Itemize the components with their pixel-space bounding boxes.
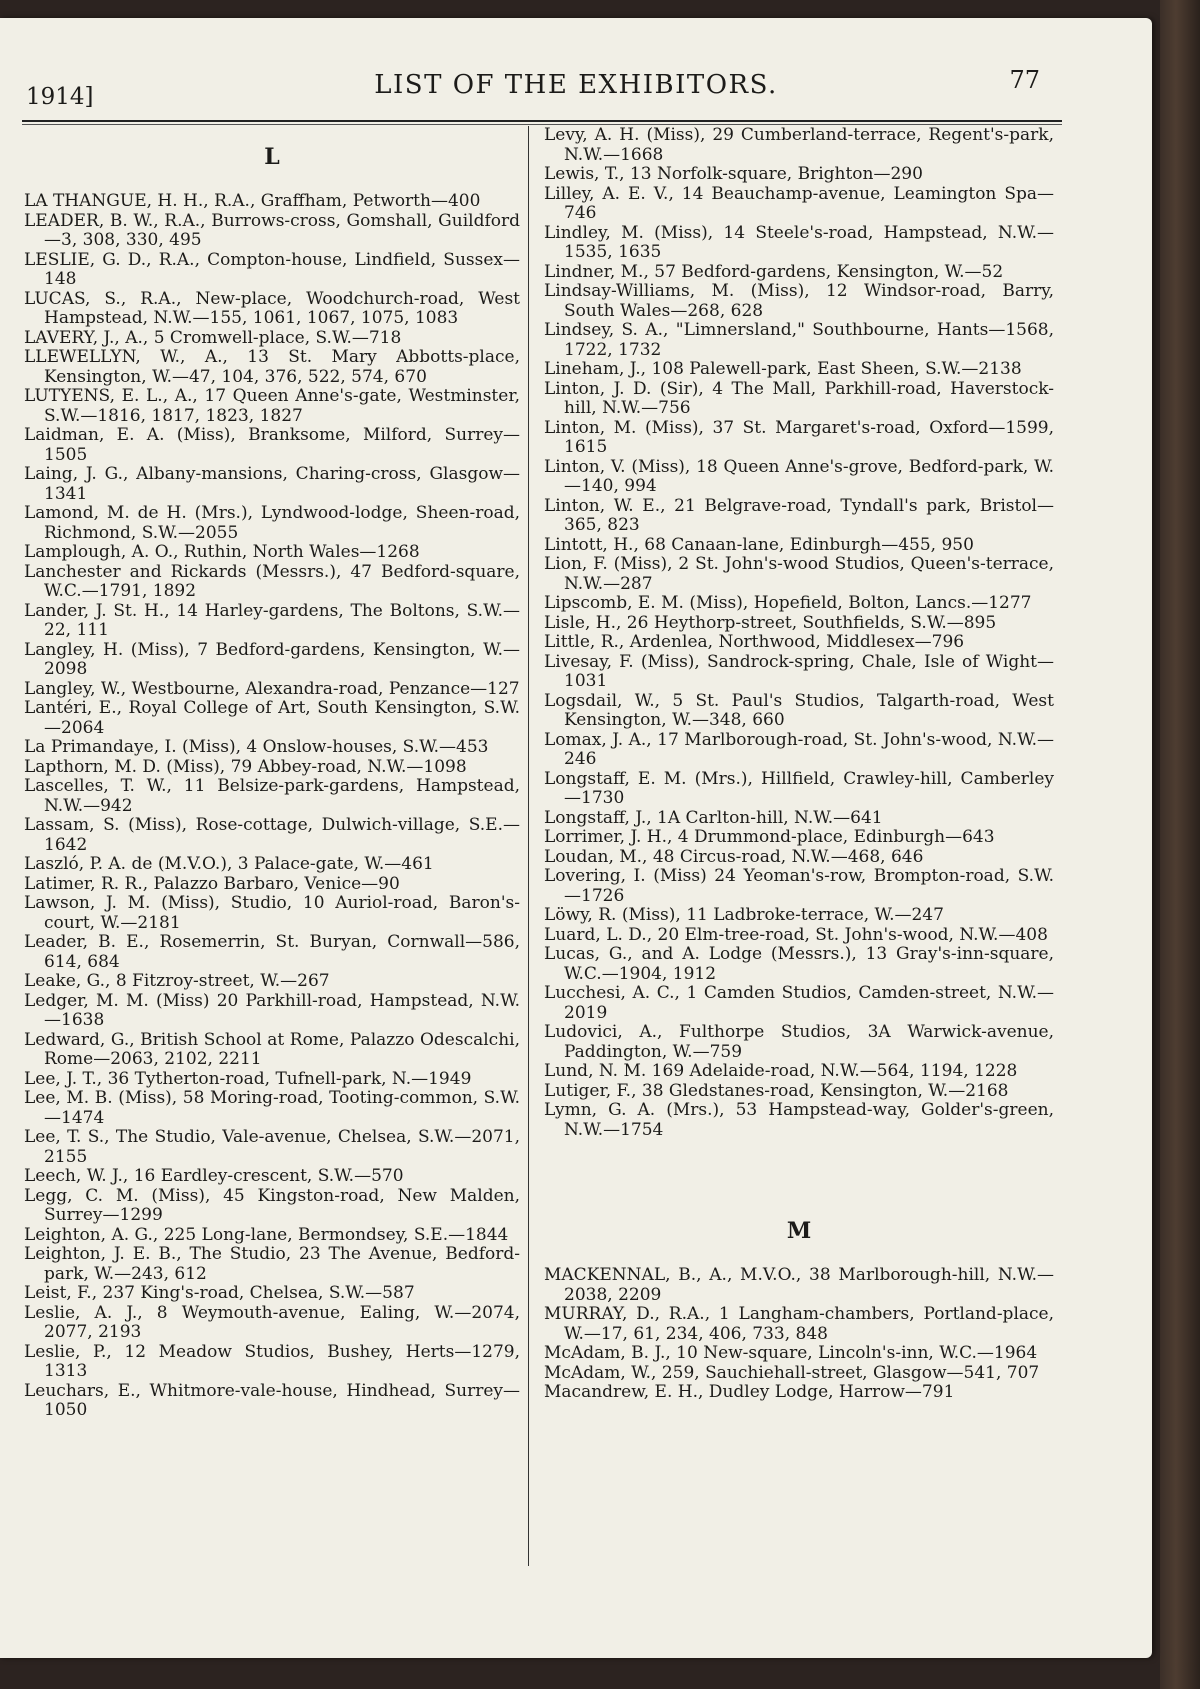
exhibitor-entry: Löwy, R. (Miss), 11 Ladbroke-terrace, W.—247	[544, 905, 944, 925]
exhibitor-entry: Lucas, G., and A. Lodge (Messrs.), 13 Gray's-inn-square, W.C.—1904, 1912	[544, 944, 1054, 984]
left-entry-list	[24, 192, 520, 1421]
exhibitor-entry: LEADER, B. W., R.A., Burrows-cross, Gomshall, Guildford—3, 308, 330, 495	[24, 210, 520, 250]
exhibitor-entry: Lapthorn, M. D. (Miss), 79 Abbey-road, N.W.—1098	[24, 756, 467, 777]
exhibitor-entry: La Primandaye, I. (Miss), 4 Onslow-houses, S.W.—453	[24, 737, 489, 757]
exhibitor-entry: Langley, W., Westbourne, Alexandra-road, Penzance—127	[24, 678, 520, 699]
right-entry-list-m	[544, 1266, 1054, 1403]
exhibitor-entry: Macandrew, E. H., Dudley Lodge, Harrow—791	[544, 1382, 955, 1402]
exhibitor-entry: Lindsey, S. A., "Limnersland," Southbourne, Hants—1568, 1722, 1732	[544, 320, 1054, 360]
exhibitor-entry: Lucchesi, A. C., 1 Camden Studios, Camden-street, N.W.—2019	[544, 983, 1054, 1023]
exhibitor-entry: LAVERY, J., A., 5 Cromwell-place, S.W.—718	[24, 327, 402, 348]
exhibitor-entry: Laszló, P. A. de (M.V.O.), 3 Palace-gate, W.—461	[24, 854, 434, 874]
exhibitor-entry: Lindley, M. (Miss), 14 Steele's-road, Hampstead, N.W.—1535, 1635	[544, 222, 1054, 262]
exhibitor-entry: Livesay, F. (Miss), Sandrock-spring, Chale, Isle of Wight—1031	[544, 651, 1054, 691]
header-year: 1914]	[26, 84, 94, 110]
exhibitor-entry: Lilley, A. E. V., 14 Beauchamp-avenue, Leamington Spa—746	[544, 183, 1054, 223]
exhibitor-entry: Latimer, R. R., Palazzo Barbaro, Venice—90	[24, 873, 400, 894]
exhibitor-entry: Leist, F., 237 King's-road, Chelsea, S.W.—587	[24, 1283, 415, 1303]
exhibitor-entry: Lutiger, F., 38 Gledstanes-road, Kensington, W.—2168	[544, 1080, 1009, 1101]
exhibitor-entry: McAdam, W., 259, Sauchiehall-street, Glasgow—541, 707	[544, 1362, 1040, 1383]
exhibitor-entry: Lindsay-Williams, M. (Miss), 12 Windsor-road, Barry, South Wales—268, 628	[544, 281, 1054, 321]
exhibitor-entry: Langley, H. (Miss), 7 Bedford-gardens, Kensington, W.—2098	[24, 639, 520, 679]
exhibitor-entry: LUCAS, S., R.A., New-place, Woodchurch-road, West Hampstead, N.W.—155, 1061, 1067, 1075, 1083	[24, 288, 520, 328]
right-column	[544, 126, 1054, 1403]
exhibitor-entry: Little, R., Ardenlea, Northwood, Middlesex—796	[544, 632, 965, 652]
exhibitor-entry: Linton, V. (Miss), 18 Queen Anne's-grove, Bedford-park, W.—140, 994	[544, 456, 1054, 496]
exhibitor-entry: Leader, B. E., Rosemerrin, St. Buryan, Cornwall—586, 614, 684	[24, 932, 520, 972]
exhibitor-entry: Lamond, M. de H. (Mrs.), Lyndwood-lodge, Sheen-road, Richmond, S.W.—2055	[24, 503, 520, 543]
exhibitor-entry: Leake, G., 8 Fitzroy-street, W.—267	[24, 971, 330, 991]
exhibitor-entry: Lund, N. M. 169 Adelaide-road, N.W.—564, 1194, 1228	[544, 1061, 1018, 1081]
exhibitor-entry: Ludovici, A., Fulthorpe Studios, 3A Warwick-avenue, Paddington, W.—759	[544, 1022, 1054, 1062]
exhibitor-entry: Lintott, H., 68 Canaan-lane, Edinburgh—455, 950	[544, 534, 974, 555]
page-header	[22, 40, 1130, 116]
exhibitor-entry: Linton, M. (Miss), 37 St. Margaret's-road, Oxford—1599, 1615	[544, 417, 1054, 457]
exhibitor-entry: Lanchester and Rickards (Messrs.), 47 Bedford-square, W.C.—1791, 1892	[24, 561, 520, 601]
exhibitor-entry: Lineham, J., 108 Palewell-park, East Sheen, S.W.—2138	[544, 359, 1022, 379]
exhibitor-entry: Lee, T. S., The Studio, Vale-avenue, Chelsea, S.W.—2071, 2155	[24, 1127, 520, 1167]
exhibitor-entry: McAdam, B. J., 10 New-square, Lincoln's-inn, W.C.—1964	[544, 1343, 1038, 1363]
exhibitor-entry: Lipscomb, E. M. (Miss), Hopefield, Bolton, Lancs.—1277	[544, 593, 1032, 613]
exhibitor-entry: LLEWELLYN, W., A., 13 St. Mary Abbotts-place, Kensington, W.—47, 104, 376, 522, 574, 670	[24, 347, 520, 387]
exhibitor-entry: Lander, J. St. H., 14 Harley-gardens, The Boltons, S.W.—22, 111	[24, 600, 520, 640]
exhibitor-entry: Lee, J. T., 36 Tytherton-road, Tufnell-park, N.—1949	[24, 1068, 472, 1089]
exhibitor-entry: Logsdail, W., 5 St. Paul's Studios, Talgarth-road, West Kensington, W.—348, 660	[544, 690, 1054, 730]
exhibitor-entry: Lymn, G. A. (Mrs.), 53 Hampstead-way, Golder's-green, N.W.—1754	[544, 1100, 1054, 1140]
exhibitor-entry: Lorrimer, J. H., 4 Drummond-place, Edinburgh—643	[544, 827, 995, 847]
exhibitor-entry: Lawson, J. M. (Miss), Studio, 10 Auriol-road, Baron's-court, W.—2181	[24, 893, 520, 933]
exhibitor-entry: Linton, J. D. (Sir), 4 The Mall, Parkhill-road, Haverstock-hill, N.W.—756	[544, 378, 1054, 418]
exhibitor-entry: Lantéri, E., Royal College of Art, South Kensington, S.W.—2064	[24, 698, 520, 738]
exhibitor-entry: Lion, F. (Miss), 2 St. John's-wood Studios, Queen's-terrace, N.W.—287	[544, 554, 1054, 594]
exhibitor-entry: Leech, W. J., 16 Eardley-crescent, S.W.—570	[24, 1166, 404, 1186]
exhibitor-entry: Lewis, T., 13 Norfolk-square, Brighton—290	[544, 164, 923, 184]
exhibitor-entry: Leslie, P., 12 Meadow Studios, Bushey, Herts—1279, 1313	[24, 1341, 520, 1381]
book-spine	[1160, 0, 1200, 1689]
exhibitor-entry: Laing, J. G., Albany-mansions, Charing-cross, Glasgow—1341	[24, 464, 520, 504]
exhibitor-entry: Leuchars, E., Whitmore-vale-house, Hindhead, Surrey—1050	[24, 1380, 520, 1420]
exhibitor-entry: Linton, W. E., 21 Belgrave-road, Tyndall's park, Bristol—365, 823	[544, 495, 1054, 535]
exhibitor-entry: Lomax, J. A., 17 Marlborough-road, St. John's-wood, N.W.—246	[544, 729, 1054, 769]
exhibitor-entry: Laidman, E. A. (Miss), Branksome, Milford, Surrey—1505	[24, 425, 520, 465]
exhibitor-entry: Loudan, M., 48 Circus-road, N.W.—468, 646	[544, 846, 924, 867]
exhibitor-entry: Luard, L. D., 20 Elm-tree-road, St. John's-wood, N.W.—408	[544, 924, 1048, 945]
header-rule	[22, 120, 1062, 122]
page-number: 77	[1009, 66, 1040, 94]
exhibitor-entry: Legg, C. M. (Miss), 45 Kingston-road, New Malden, Surrey—1299	[24, 1185, 520, 1225]
exhibitor-entry: Ledger, M. M. (Miss) 20 Parkhill-road, Hampstead, N.W.—1638	[24, 990, 520, 1030]
exhibitor-entry: Lamplough, A. O., Ruthin, North Wales—1268	[24, 542, 420, 562]
column-divider	[528, 126, 529, 1566]
exhibitor-entry: MACKENNAL, B., A., M.V.O., 38 Marlborough-hill, N.W.—2038, 2209	[544, 1265, 1054, 1305]
exhibitor-entry: Lassam, S. (Miss), Rose-cottage, Dulwich-village, S.E.—1642	[24, 815, 520, 855]
left-column	[24, 126, 520, 1421]
exhibitor-entry: Lindner, M., 57 Bedford-gardens, Kensington, W.—52	[544, 261, 1004, 282]
right-entry-list-l	[544, 126, 1054, 1140]
exhibitor-entry: Longstaff, E. M. (Mrs.), Hillfield, Crawley-hill, Camberley—1730	[544, 768, 1054, 808]
exhibitor-entry: MURRAY, D., R.A., 1 Langham-chambers, Portland-place, W.—17, 61, 234, 406, 733, 848	[544, 1304, 1054, 1344]
exhibitor-entry: Leighton, A. G., 225 Long-lane, Bermondsey, S.E.—1844	[24, 1224, 509, 1245]
exhibitor-entry: Leslie, A. J., 8 Weymouth-avenue, Ealing, W.—2074, 2077, 2193	[24, 1302, 520, 1342]
exhibitor-entry: Leighton, J. E. B., The Studio, 23 The Avenue, Bedford-park, W.—243, 612	[24, 1244, 520, 1284]
exhibitor-entry: Lascelles, T. W., 11 Belsize-park-gardens, Hampstead, N.W.—942	[24, 776, 520, 816]
exhibitor-entry: LUTYENS, E. L., A., 17 Queen Anne's-gate, Westminster, S.W.—1816, 1817, 1823, 1827	[24, 386, 520, 426]
exhibitor-entry: LA THANGUE, H. H., R.A., Graffham, Petworth—400	[24, 191, 481, 211]
section-letter-m: M	[786, 1218, 812, 1244]
exhibitor-entry: Ledward, G., British School at Rome, Palazzo Odescalchi, Rome—2063, 2102, 2211	[24, 1029, 520, 1069]
exhibitor-entry: Levy, A. H. (Miss), 29 Cumberland-terrace, Regent's-park, N.W.—1668	[544, 125, 1054, 165]
exhibitor-entry: Lovering, I. (Miss) 24 Yeoman's-row, Brompton-road, S.W.—1726	[544, 866, 1054, 906]
section-letter-l: L	[264, 144, 280, 170]
exhibitor-entry: LESLIE, G. D., R.A., Compton-house, Lindfield, Sussex—148	[24, 249, 520, 289]
page-title: LIST OF THE EXHIBITORS.	[374, 70, 778, 100]
book-page	[0, 18, 1152, 1658]
exhibitor-entry: Lisle, H., 26 Heythorp-street, Southfields, S.W.—895	[544, 612, 997, 633]
exhibitor-entry: Longstaff, J., 1A Carlton-hill, N.W.—641	[544, 807, 883, 828]
exhibitor-entry: Lee, M. B. (Miss), 58 Moring-road, Tooting-common, S.W.—1474	[24, 1088, 520, 1128]
